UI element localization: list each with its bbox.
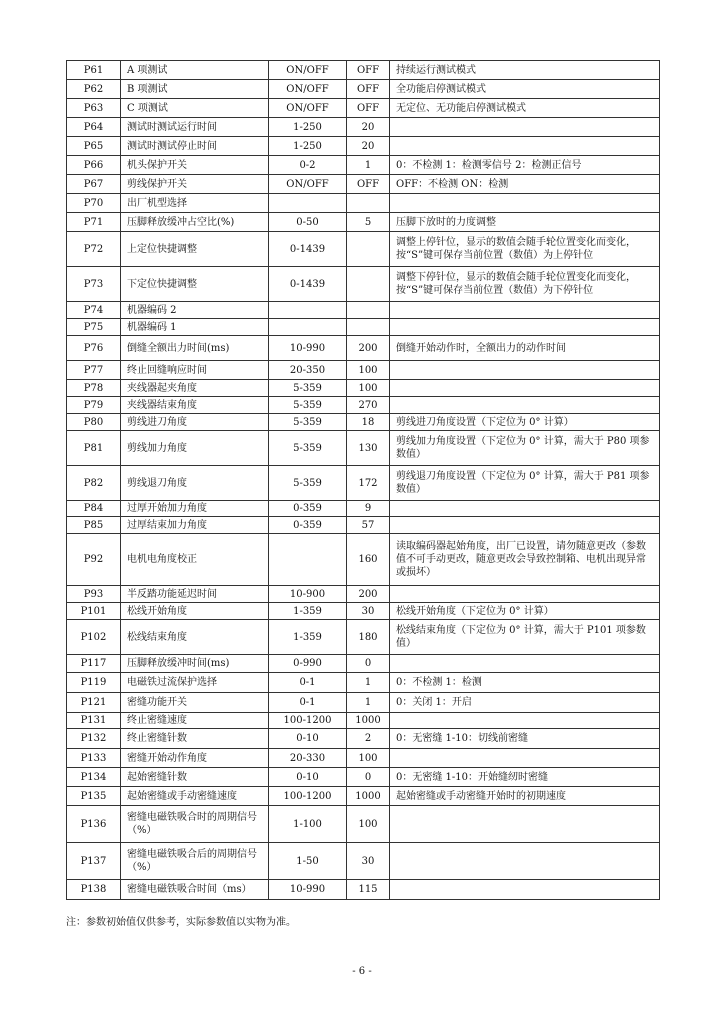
page-number: - 6 - (352, 966, 372, 977)
table-row (67, 80, 660, 99)
param-description-cell: 0：关闭 1：开启 (390, 693, 660, 713)
param-description-cell: 倒缝开始动作时，全额出力的动作时间 (390, 336, 660, 361)
param-default-cell: 100 (347, 806, 390, 843)
param-code-cell: P119 (67, 673, 121, 693)
param-description-cell: OFF：不检测 ON：检测 (390, 175, 660, 194)
table-row (67, 749, 660, 768)
param-name-cell: 机器编码 2 (121, 302, 269, 319)
param-name-cell: 剪线进刀角度 (121, 414, 269, 431)
param-name-cell: 密缝电磁铁吸合后的周期信号（%） (121, 843, 269, 880)
param-name-cell: 压脚释放缓冲占空比(%) (121, 213, 269, 232)
param-description-cell: 0：无密缝 1-10：开始缝纫时密缝 (390, 768, 660, 787)
param-name-cell: 剪线退刀角度 (121, 466, 269, 501)
param-name-cell: 压脚释放缓冲时间(ms) (121, 655, 269, 673)
table-row (67, 713, 660, 729)
param-default-cell: 1 (347, 156, 390, 175)
param-code-cell: P63 (67, 99, 121, 118)
param-name-cell: B 项测试 (121, 80, 269, 99)
param-name-cell: 机头保护开关 (121, 156, 269, 175)
param-default-cell: 1 (347, 673, 390, 693)
param-default-cell: 30 (347, 603, 390, 620)
param-code-cell: P78 (67, 380, 121, 397)
param-default-cell: 200 (347, 586, 390, 603)
param-code-cell: P84 (67, 501, 121, 517)
param-name-cell: 下定位快捷调整 (121, 267, 269, 302)
table-row (67, 414, 660, 431)
table-row (67, 501, 660, 517)
param-default-cell: 115 (347, 880, 390, 900)
table-row (67, 880, 660, 900)
param-description-cell: 松线开始角度（下定位为 0° 计算） (390, 603, 660, 620)
param-name-cell: 电机电角度校正 (121, 534, 269, 586)
param-code-cell: P70 (67, 194, 121, 213)
param-name-cell: 松线开始角度 (121, 603, 269, 620)
param-name-cell: 上定位快捷调整 (121, 232, 269, 267)
param-description-cell (390, 586, 660, 603)
param-name-cell: 机器编码 1 (121, 319, 269, 336)
table-row (67, 156, 660, 175)
param-description-cell (390, 655, 660, 673)
param-range-cell: 0-990 (269, 655, 347, 673)
param-name-cell: 剪线保护开关 (121, 175, 269, 194)
table-row (67, 61, 660, 80)
param-description-cell (390, 806, 660, 843)
param-range-cell: 1-250 (269, 137, 347, 156)
param-description-cell (390, 501, 660, 517)
param-default-cell: 270 (347, 397, 390, 414)
param-name-cell: 终止回缝响应时间 (121, 361, 269, 380)
param-name-cell: 夹线器结束角度 (121, 397, 269, 414)
param-name-cell: 电磁铁过流保护选择 (121, 673, 269, 693)
table-row (67, 603, 660, 620)
param-range-cell (269, 302, 347, 319)
param-code-cell: P133 (67, 749, 121, 768)
param-default-cell: 0 (347, 768, 390, 787)
param-name-cell: 密缝电磁铁吸合时间（ms） (121, 880, 269, 900)
param-description-cell (390, 380, 660, 397)
param-description-cell: 剪线进刀角度设置（下定位为 0° 计算） (390, 414, 660, 431)
param-default-cell: 100 (347, 361, 390, 380)
param-code-cell: P92 (67, 534, 121, 586)
param-description-cell (390, 397, 660, 414)
param-range-cell (269, 194, 347, 213)
param-description-cell (390, 843, 660, 880)
param-code-cell: P121 (67, 693, 121, 713)
param-description-cell: 剪线退刀角度设置（下定位为 0° 计算，需大于 P81 项参数值） (390, 466, 660, 501)
param-range-cell: 0-10 (269, 729, 347, 749)
param-description-cell: 无定位、无功能启停测试模式 (390, 99, 660, 118)
param-name-cell: 半反踏功能延迟时间 (121, 586, 269, 603)
param-code-cell: P77 (67, 361, 121, 380)
param-default-cell: 200 (347, 336, 390, 361)
param-range-cell: 10-900 (269, 586, 347, 603)
param-code-cell: P85 (67, 517, 121, 534)
param-description-cell: 0：不检测 1：检测零信号 2：检测正信号 (390, 156, 660, 175)
param-description-cell: 持续运行测试模式 (390, 61, 660, 80)
param-description-cell: 调整下停针位，显示的数值会随手轮位置变化而变化，按“S”键可保存当前位置（数值）为下停针位 (390, 267, 660, 302)
table-row (67, 431, 660, 466)
param-range-cell: 100-1200 (269, 787, 347, 806)
table-row (67, 319, 660, 336)
param-code-cell: P82 (67, 466, 121, 501)
param-range-cell: 20-350 (269, 361, 347, 380)
param-code-cell: P81 (67, 431, 121, 466)
param-name-cell: 测试时测试运行时间 (121, 118, 269, 137)
table-row (67, 302, 660, 319)
param-description-cell: 压脚下放时的力度调整 (390, 213, 660, 232)
param-default-cell: 2 (347, 729, 390, 749)
table-row (67, 620, 660, 655)
param-range-cell: ON/OFF (269, 61, 347, 80)
table-row (67, 267, 660, 302)
param-default-cell: 9 (347, 501, 390, 517)
parameter-table (66, 60, 660, 900)
param-default-cell: OFF (347, 61, 390, 80)
param-name-cell: 密缝功能开关 (121, 693, 269, 713)
param-range-cell: 0-359 (269, 517, 347, 534)
param-default-cell: 180 (347, 620, 390, 655)
param-description-cell (390, 361, 660, 380)
param-name-cell: 过厚开始加力角度 (121, 501, 269, 517)
param-range-cell: ON/OFF (269, 99, 347, 118)
param-range-cell: 0-2 (269, 156, 347, 175)
parameter-table-body (67, 61, 660, 900)
table-row (67, 336, 660, 361)
param-range-cell: 5-359 (269, 431, 347, 466)
param-code-cell: P65 (67, 137, 121, 156)
param-default-cell: 172 (347, 466, 390, 501)
param-description-cell (390, 319, 660, 336)
param-code-cell: P117 (67, 655, 121, 673)
param-description-cell (390, 137, 660, 156)
table-row (67, 466, 660, 501)
param-range-cell: 1-250 (269, 118, 347, 137)
param-description-cell (390, 880, 660, 900)
param-name-cell: C 项测试 (121, 99, 269, 118)
param-code-cell: P134 (67, 768, 121, 787)
param-default-cell: 30 (347, 843, 390, 880)
param-range-cell: ON/OFF (269, 80, 347, 99)
table-row (67, 768, 660, 787)
param-description-cell: 调整上停针位，显示的数值会随手轮位置变化而变化，按“S”键可保存当前位置（数值）为上停针位 (390, 232, 660, 267)
param-range-cell: 5-359 (269, 397, 347, 414)
param-range-cell: 0-50 (269, 213, 347, 232)
param-default-cell: 130 (347, 431, 390, 466)
param-range-cell: 10-990 (269, 880, 347, 900)
param-code-cell: P66 (67, 156, 121, 175)
param-default-cell (347, 302, 390, 319)
param-code-cell: P135 (67, 787, 121, 806)
param-name-cell: 过厚结束加力角度 (121, 517, 269, 534)
param-name-cell: 终止密缝速度 (121, 713, 269, 729)
param-range-cell: 100-1200 (269, 713, 347, 729)
param-name-cell: 剪线加力角度 (121, 431, 269, 466)
param-code-cell: P76 (67, 336, 121, 361)
table-row (67, 99, 660, 118)
param-description-cell: 全功能启停测试模式 (390, 80, 660, 99)
table-row (67, 843, 660, 880)
table-row (67, 655, 660, 673)
param-range-cell: 5-359 (269, 414, 347, 431)
param-range-cell: ON/OFF (269, 175, 347, 194)
param-range-cell: 1-359 (269, 603, 347, 620)
param-code-cell: P74 (67, 302, 121, 319)
param-name-cell: 夹线器起夹角度 (121, 380, 269, 397)
param-default-cell: 1000 (347, 787, 390, 806)
param-range-cell: 10-990 (269, 336, 347, 361)
param-range-cell (269, 534, 347, 586)
table-row (67, 586, 660, 603)
param-name-cell: 密缝开始动作角度 (121, 749, 269, 768)
param-description-cell (390, 194, 660, 213)
param-default-cell: 0 (347, 655, 390, 673)
table-row (67, 806, 660, 843)
param-name-cell: 松线结束角度 (121, 620, 269, 655)
param-description-cell: 0：无密缝 1-10：切线前密缝 (390, 729, 660, 749)
param-range-cell: 0-1439 (269, 267, 347, 302)
param-name-cell: 出厂机型选择 (121, 194, 269, 213)
param-code-cell: P102 (67, 620, 121, 655)
param-range-cell: 0-1 (269, 673, 347, 693)
param-code-cell: P61 (67, 61, 121, 80)
param-default-cell: 18 (347, 414, 390, 431)
param-description-cell: 剪线加力角度设置（下定位为 0° 计算，需大于 P80 项参数值） (390, 431, 660, 466)
param-description-cell: 0：不检测 1：检测 (390, 673, 660, 693)
param-default-cell: 100 (347, 380, 390, 397)
param-code-cell: P72 (67, 232, 121, 267)
param-code-cell: P67 (67, 175, 121, 194)
param-description-cell: 松线结束角度（下定位为 0° 计算，需大于 P101 项参数值） (390, 620, 660, 655)
param-description-cell (390, 749, 660, 768)
param-name-cell: 倒缝全额出力时间(ms) (121, 336, 269, 361)
param-default-cell: OFF (347, 175, 390, 194)
param-default-cell (347, 319, 390, 336)
param-description-cell (390, 517, 660, 534)
table-row (67, 729, 660, 749)
param-default-cell: 20 (347, 137, 390, 156)
param-default-cell: 57 (347, 517, 390, 534)
table-row (67, 787, 660, 806)
param-range-cell: 5-359 (269, 466, 347, 501)
param-description-cell (390, 302, 660, 319)
param-default-cell: 5 (347, 213, 390, 232)
param-code-cell: P137 (67, 843, 121, 880)
table-row (67, 397, 660, 414)
param-default-cell: 160 (347, 534, 390, 586)
param-code-cell: P131 (67, 713, 121, 729)
param-code-cell: P101 (67, 603, 121, 620)
param-default-cell: 100 (347, 749, 390, 768)
param-code-cell: P80 (67, 414, 121, 431)
param-range-cell: 0-359 (269, 501, 347, 517)
param-range-cell: 1-50 (269, 843, 347, 880)
table-row (67, 361, 660, 380)
param-description-cell: 读取编码器起始角度，出厂已设置，请勿随意更改（参数值不可手动更改，随意更改会导致控制箱、电机出现异常或损坏） (390, 534, 660, 586)
table-row (67, 175, 660, 194)
param-range-cell: 5-359 (269, 380, 347, 397)
param-code-cell: P138 (67, 880, 121, 900)
param-code-cell: P136 (67, 806, 121, 843)
param-range-cell: 0-1 (269, 693, 347, 713)
table-row (67, 693, 660, 713)
param-range-cell (269, 319, 347, 336)
table-row (67, 213, 660, 232)
table-row (67, 137, 660, 156)
param-default-cell: 1000 (347, 713, 390, 729)
param-description-cell (390, 118, 660, 137)
param-name-cell: 测试时测试停止时间 (121, 137, 269, 156)
param-description-cell (390, 713, 660, 729)
table-row (67, 673, 660, 693)
param-code-cell: P73 (67, 267, 121, 302)
table-row (67, 232, 660, 267)
param-code-cell: P132 (67, 729, 121, 749)
param-default-cell: 20 (347, 118, 390, 137)
param-default-cell (347, 267, 390, 302)
param-default-cell: OFF (347, 80, 390, 99)
param-range-cell: 0-1439 (269, 232, 347, 267)
param-name-cell: 密缝电磁铁吸合时的周期信号（%） (121, 806, 269, 843)
param-code-cell: P64 (67, 118, 121, 137)
param-name-cell: 起始密缝针数 (121, 768, 269, 787)
footnote: 注：参数初始值仅供参考，实际参数值以实物为准。 (66, 917, 296, 928)
table-row (67, 534, 660, 586)
param-range-cell: 20-330 (269, 749, 347, 768)
param-name-cell: 终止密缝针数 (121, 729, 269, 749)
param-default-cell (347, 194, 390, 213)
param-default-cell: 1 (347, 693, 390, 713)
param-default-cell: OFF (347, 99, 390, 118)
param-code-cell: P93 (67, 586, 121, 603)
table-row (67, 517, 660, 534)
param-name-cell: 起始密缝或手动密缝速度 (121, 787, 269, 806)
param-code-cell: P71 (67, 213, 121, 232)
param-range-cell: 0-10 (269, 768, 347, 787)
table-row (67, 118, 660, 137)
param-code-cell: P62 (67, 80, 121, 99)
param-code-cell: P75 (67, 319, 121, 336)
param-range-cell: 1-100 (269, 806, 347, 843)
param-name-cell: A 项测试 (121, 61, 269, 80)
param-description-cell: 起始密缝或手动密缝开始时的初期速度 (390, 787, 660, 806)
param-code-cell: P79 (67, 397, 121, 414)
param-default-cell (347, 232, 390, 267)
table-row (67, 194, 660, 213)
table-row (67, 380, 660, 397)
param-range-cell: 1-359 (269, 620, 347, 655)
